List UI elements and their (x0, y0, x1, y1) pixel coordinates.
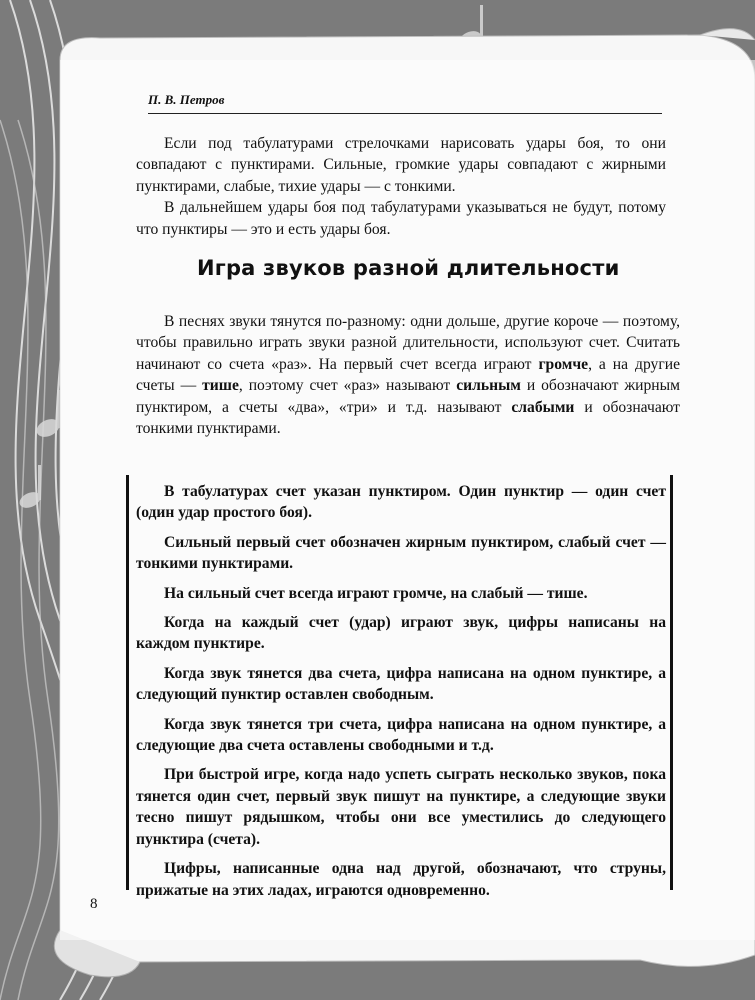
section-title: Игра звуков разной длительности (197, 256, 620, 280)
rule-item: Цифры, написанные одна над другой, обозначают, что струны, прижатые на этих ладах, играются одновременно. (136, 860, 666, 899)
rule-item: На сильный счет всегда играют громче, на слабый — тише. (164, 584, 588, 602)
rule-item: Когда звук тянется два счета, цифра написана на одном пунктире, а следующий пунктир оставлен свободным. (136, 664, 666, 704)
rule-item: Когда на каждый счет (удар) играют звук, цифры написаны на каждом пунктире. (136, 614, 666, 653)
paragraph: В дальнейшем удары боя под табулатурами указываться не будут, потому что пунктиры — это и есть удары боя. (136, 199, 666, 238)
running-header: П. В. Петров (148, 92, 225, 107)
intro-text (136, 133, 666, 240)
rule-item: Сильный первый счет обозначен жирным пунктиром, слабый счет — тонкими пунктирами. (136, 533, 666, 573)
rules-box-right-border (670, 475, 673, 890)
rule-item: При быстрой игре, когда надо успеть сыграть несколько звуков, пока тянется один счет, первый звук пишут на пунктире, а следующие звуки тесно пишут рядышком, чтобы они все уместились до следующего пунктира (счета). (136, 766, 666, 848)
rules-box-left-border (126, 475, 129, 890)
page-number: 8 (90, 896, 98, 912)
paragraph (136, 311, 680, 439)
bold-term: слабыми (511, 398, 575, 416)
text-run: В песнях звуки тянутся по-разному: одни дольше, другие короче — поэтому, чтобы правильно играть звуки разной длительности, используют счет. Считать начинают со счета «раз». На первый счет всегда играют (136, 313, 680, 373)
text-run: и обозначают тонкими пунктирами. (136, 398, 680, 438)
bold-term: сильным (456, 377, 521, 395)
text-run: , поэтому счет «раз» называют (238, 377, 457, 395)
rule-item: Когда звук тянется три счета, цифра написана на одном пунктире, а следующие два счета оставлены свободными и т.д. (136, 715, 666, 755)
header-rule (148, 113, 662, 114)
rule-item: В табулатурах счет указан пунктиром. Один пунктир — один счет (один удар простого боя). (136, 483, 666, 522)
bold-term: тише (202, 377, 239, 395)
section-body (136, 311, 680, 439)
paragraph: Если под табулатурами стрелочками нарисовать удары боя, то они совпадают с пунктирами. Сильные, громкие удары совпадают с жирными пунктирами, слабые, тихие удары — с тонкими. (136, 135, 666, 195)
text-run: и обозначают жирным пунктиром, а счеты «два», «три» и т.д. называют (136, 377, 680, 416)
text-run: , а на другие счеты — (136, 355, 681, 395)
bold-term: громче (538, 355, 589, 373)
rules-box (136, 481, 666, 909)
